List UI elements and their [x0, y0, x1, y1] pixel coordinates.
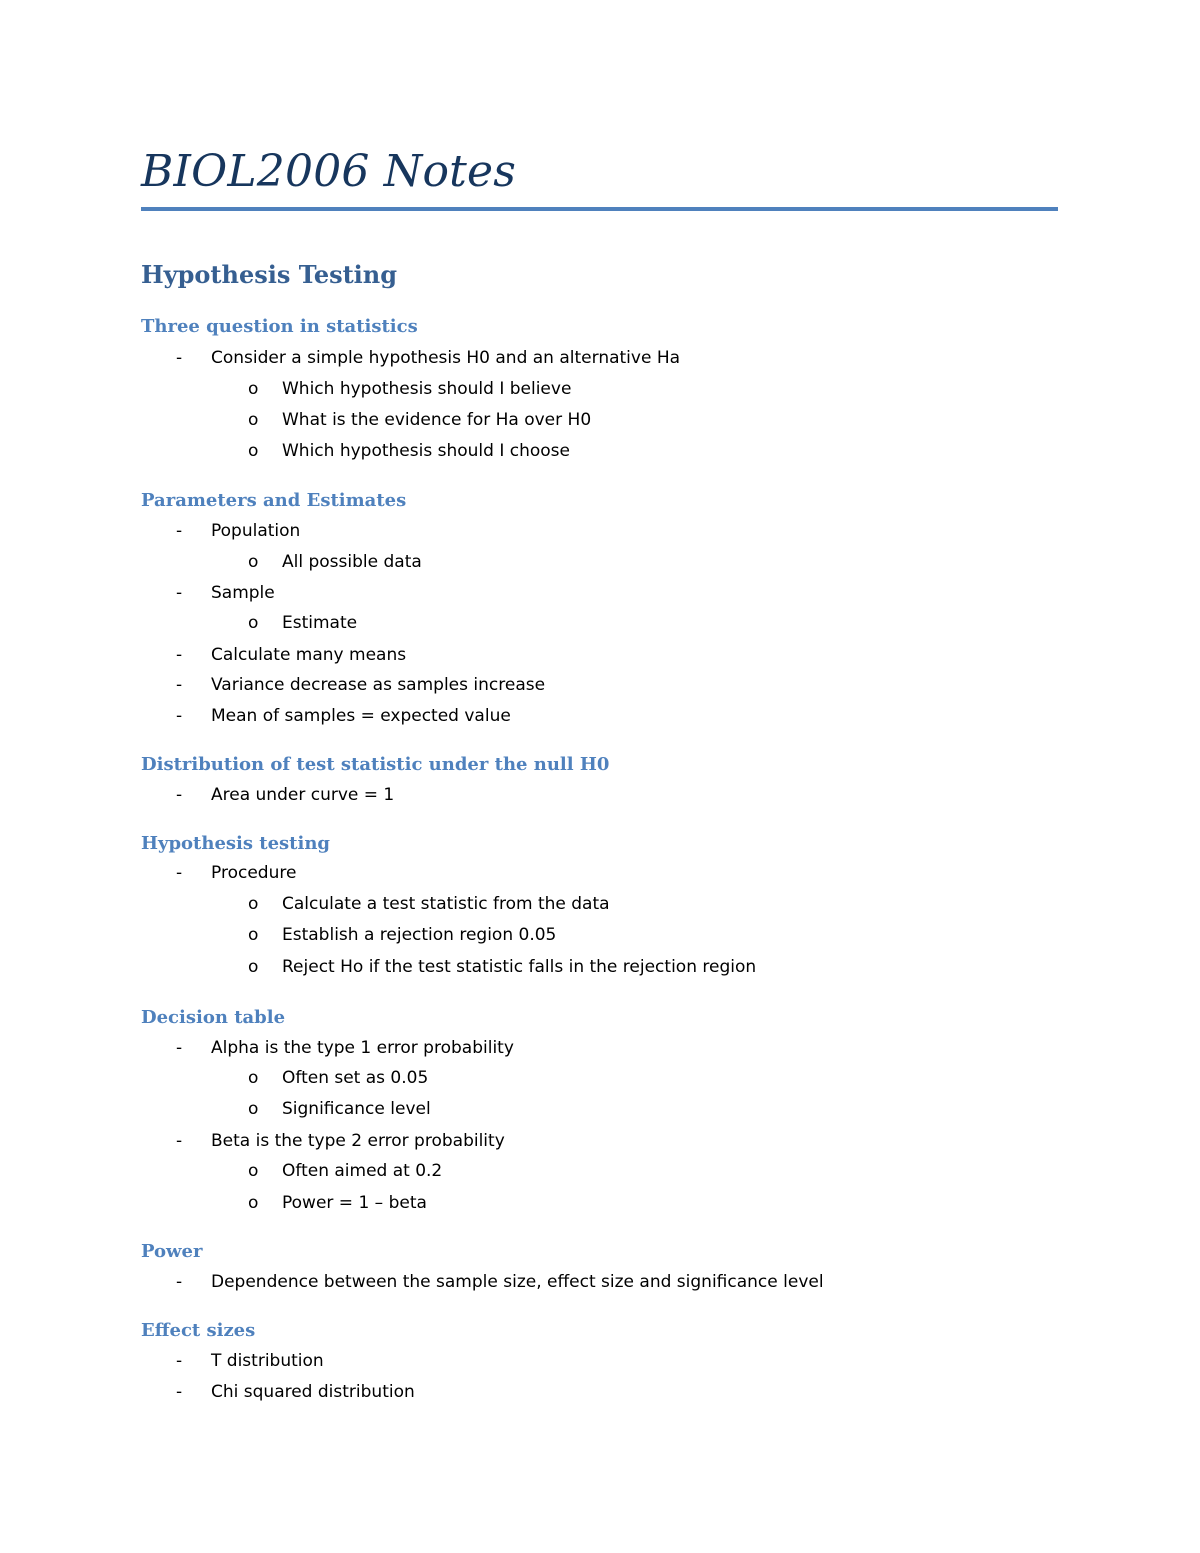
list-item-text: Beta is the type 2 error probability [211, 1131, 505, 1151]
list-item [0, 1129, 1200, 1153]
list-item-text: All possible data [282, 552, 422, 572]
list-item [0, 1036, 1200, 1060]
list-item [0, 611, 1200, 635]
list-item-text: Often set as 0.05 [282, 1068, 429, 1088]
list-item [0, 1066, 1200, 1090]
subheading-power: Power [141, 1241, 203, 1262]
list-item [0, 643, 1200, 667]
list-item-text: Which hypothesis should I believe [282, 379, 572, 399]
dash-bullet: - [176, 521, 183, 541]
list-item-text: Sample [211, 583, 275, 603]
list-item-text: Variance decrease as samples increase [211, 675, 546, 695]
subheading-distribution: Distribution of test statistic under the null H0 [141, 754, 610, 775]
dash-bullet: - [176, 1131, 183, 1151]
list-item-text: Which hypothesis should I choose [282, 441, 570, 461]
circle-bullet: o [248, 1099, 259, 1119]
list-item-text: Consider a simple hypothesis H0 and an alternative Ha [211, 348, 681, 368]
list-item-text: T distribution [211, 1351, 324, 1371]
document-title: BIOL2006 Notes [141, 146, 517, 197]
dash-bullet: - [176, 645, 183, 665]
list-item [0, 955, 1200, 979]
list-item-text: Power = 1 – beta [282, 1193, 427, 1213]
list-item [0, 1349, 1200, 1373]
list-item [0, 439, 1200, 463]
list-item [0, 408, 1200, 432]
circle-bullet: o [248, 613, 259, 633]
dash-bullet: - [176, 348, 183, 368]
list-item-text: Estimate [282, 613, 358, 633]
list-item [0, 783, 1200, 807]
circle-bullet: o [248, 1161, 259, 1181]
subheading-hypothesis-testing: Hypothesis testing [141, 833, 331, 854]
list-item [0, 1159, 1200, 1183]
dash-bullet: - [176, 1351, 183, 1371]
list-item [0, 550, 1200, 574]
list-item-text: Procedure [211, 863, 297, 883]
circle-bullet: o [248, 379, 259, 399]
list-item-text: Mean of samples = expected value [211, 706, 511, 726]
dash-bullet: - [176, 675, 183, 695]
dash-bullet: - [176, 1272, 183, 1292]
list-item [0, 1380, 1200, 1404]
list-item-text: Population [211, 521, 301, 541]
dash-bullet: - [176, 583, 183, 603]
list-item [0, 673, 1200, 697]
list-item [0, 923, 1200, 947]
subheading-effect-sizes: Effect sizes [141, 1320, 256, 1341]
list-item-text: What is the evidence for Ha over H0 [282, 410, 592, 430]
list-item-text: Area under curve = 1 [211, 785, 395, 805]
dash-bullet: - [176, 785, 183, 805]
circle-bullet: o [248, 410, 259, 430]
list-item [0, 1270, 1200, 1294]
list-item-text: Calculate a test statistic from the data [282, 894, 610, 914]
list-item-text: Significance level [282, 1099, 431, 1119]
circle-bullet: o [248, 925, 259, 945]
subheading-decision-table: Decision table [141, 1007, 286, 1028]
list-item [0, 892, 1200, 916]
dash-bullet: - [176, 863, 183, 883]
section-heading-hypothesis-testing: Hypothesis Testing [141, 260, 398, 289]
list-item-text: Chi squared distribution [211, 1382, 415, 1402]
list-item [0, 581, 1200, 605]
circle-bullet: o [248, 894, 259, 914]
dash-bullet: - [176, 1038, 183, 1058]
dash-bullet: - [176, 706, 183, 726]
title-underline [141, 207, 1058, 211]
list-item-text: Reject Ho if the test statistic falls in the rejection region [282, 957, 757, 977]
list-item [0, 519, 1200, 543]
list-item-text: Alpha is the type 1 error probability [211, 1038, 514, 1058]
subheading-parameters-estimates: Parameters and Estimates [141, 490, 407, 511]
subheading-three-questions: Three question in statistics [141, 316, 418, 337]
circle-bullet: o [248, 552, 259, 572]
list-item-text: Often aimed at 0.2 [282, 1161, 443, 1181]
list-item-text: Dependence between the sample size, effect size and significance level [211, 1272, 824, 1292]
circle-bullet: o [248, 441, 259, 461]
list-item [0, 346, 1200, 370]
circle-bullet: o [248, 1193, 259, 1213]
list-item-text: Calculate many means [211, 645, 407, 665]
list-item-text: Establish a rejection region 0.05 [282, 925, 557, 945]
list-item [0, 861, 1200, 885]
list-item [0, 704, 1200, 728]
list-item [0, 1191, 1200, 1215]
list-item [0, 377, 1200, 401]
list-item [0, 1097, 1200, 1121]
circle-bullet: o [248, 1068, 259, 1088]
dash-bullet: - [176, 1382, 183, 1402]
circle-bullet: o [248, 957, 259, 977]
